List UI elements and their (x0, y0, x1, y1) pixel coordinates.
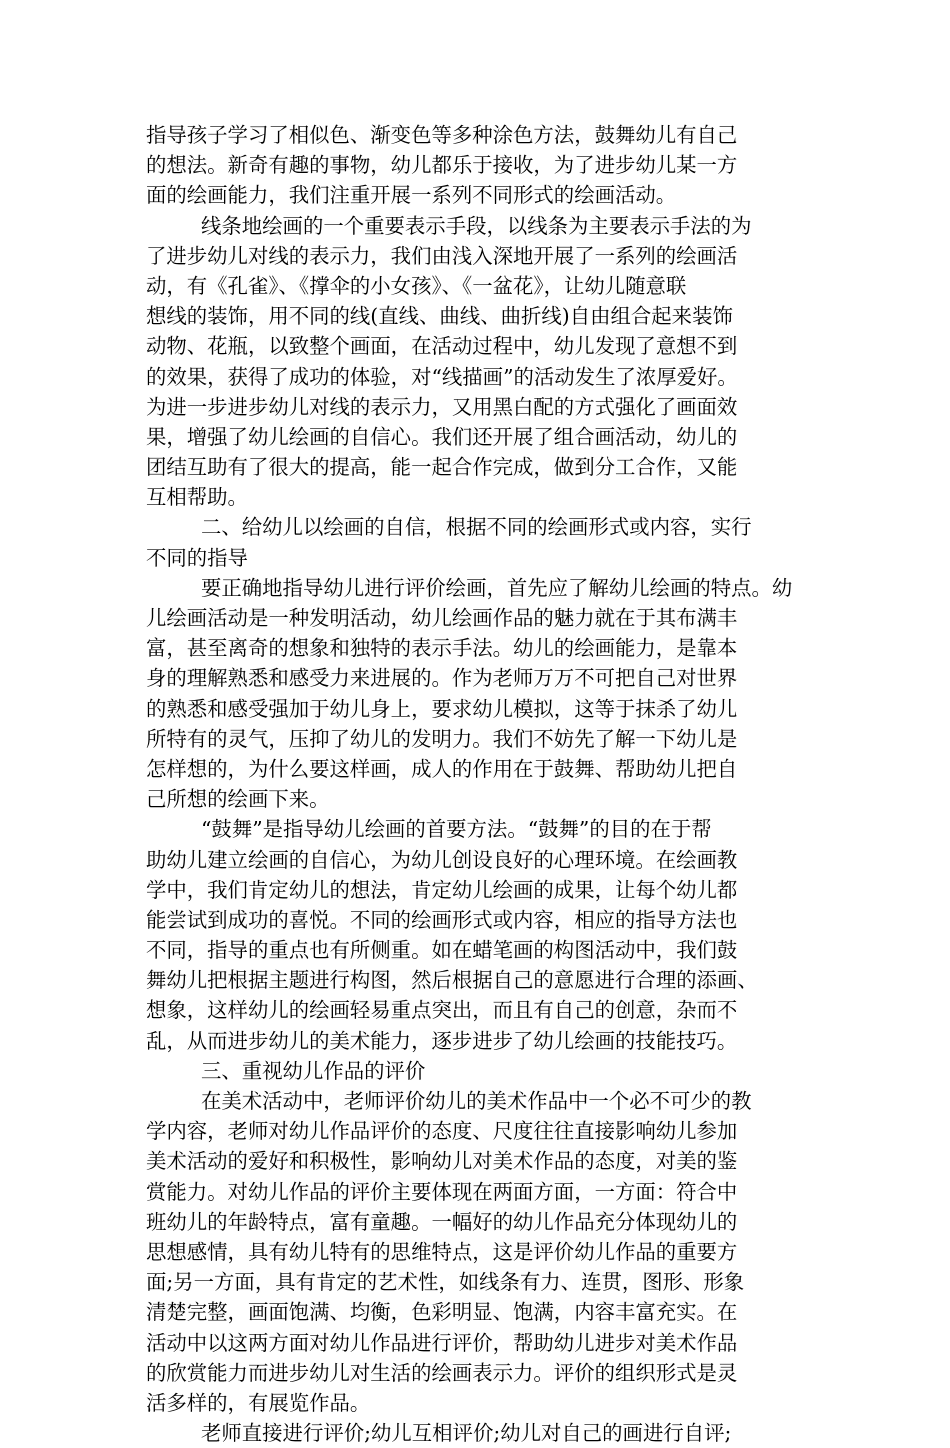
text-line: 团结互助有了很大的提高，能一起合作完成，做到分工合作，又能 (146, 455, 738, 480)
text-line: 的想法。新奇有趣的事物，幼儿都乐于接收，为了进步幼儿某一方 (146, 153, 738, 178)
text-line: 老师直接进行评价;幼儿互相评价;幼儿对自己的画进行自评; (201, 1421, 732, 1446)
text-line: 的欣赏能力而进步幼儿对生活的绘画表示力。评价的组织形式是灵 (146, 1360, 738, 1385)
text-line: 所特有的灵气，压抑了幼儿的发明力。我们不妨先了解一下幼儿是 (146, 726, 738, 751)
text-line: 动，有《孔雀》、《撑伞的小女孩》、《一盆花》，让幼儿随意联 (146, 273, 687, 298)
text-line: 能尝试到成功的喜悦。不同的绘画形式或内容，相应的指导方法也 (146, 907, 738, 932)
text-line: 想线的装饰，用不同的线(直线、曲线、曲折线)自由组合起来装饰 (146, 304, 733, 329)
text-line: 助幼儿建立绘画的自信心，为幼儿创设良好的心理环境。在绘画教 (146, 847, 738, 872)
text-line: 怎样想的，为什么要这样画，成人的作用在于鼓舞、帮助幼儿把自 (146, 756, 738, 781)
text-line: 身的理解熟悉和感受力来进展的。作为老师万万不可把自己对世界 (146, 666, 738, 691)
text-line: “鼓舞”是指导幼儿绘画的首要方法。“鼓舞”的目的在于帮 (201, 817, 712, 842)
text-line: 不同，指导的重点也有所侧重。如在蜡笔画的构图活动中，我们鼓 (146, 938, 738, 963)
text-line: 三、重视幼儿作品的评价 (201, 1058, 426, 1083)
text-line: 学内容，老师对幼儿作品评价的态度、尺度往往直接影响幼儿参加 (146, 1119, 738, 1144)
text-line: 的熟悉和感受强加于幼儿身上，要求幼儿模拟，这等于抹杀了幼儿 (146, 696, 738, 721)
text-line: 果，增强了幼儿绘画的自信心。我们还开展了组合画活动，幼儿的 (146, 424, 738, 449)
text-line: 乱，从而进步幼儿的美术能力，逐步进步了幼儿绘画的技能技巧。 (146, 1028, 738, 1053)
text-line: 动物、花瓶，以致整个画面，在活动过程中，幼儿发现了意想不到 (146, 334, 738, 359)
text-line: 想象，这样幼儿的绘画轻易重点突出，而且有自己的创意，杂而不 (146, 998, 738, 1023)
text-line: 面;另一方面，具有肯定的艺术性，如线条有力、连贯，图形、形象 (146, 1270, 745, 1295)
text-line: 己所想的绘画下来。 (146, 787, 330, 812)
text-line: 学中，我们肯定幼儿的想法，肯定幼儿绘画的成果，让每个幼儿都 (146, 877, 738, 902)
text-line: 清楚完整，画面饱满、均衡，色彩明显、饱满，内容丰富充实。在 (146, 1300, 738, 1325)
text-line: 赏能力。对幼儿作品的评价主要体现在两面方面，一方面：符合中 (146, 1179, 738, 1204)
text-line: 思想感情，具有幼儿特有的思维特点，这是评价幼儿作品的重要方 (146, 1239, 738, 1264)
document-body (146, 120, 806, 1448)
text-line: 了进步幼儿对线的表示力，我们由浅入深地开展了一系列的绘画活 (146, 243, 738, 268)
text-line: 美术活动的爱好和积极性，影响幼儿对美术作品的态度，对美的鉴 (146, 1149, 738, 1174)
text-line: 面的绘画能力，我们注重开展一系列不同形式的绘画活动。 (146, 183, 677, 208)
text-line: 在美术活动中，老师评价幼儿的美术作品中一个必不可少的教 (201, 1089, 752, 1113)
text-line: 富，甚至离奇的想象和独特的表示手法。幼儿的绘画能力，是靠本 (146, 636, 738, 661)
text-line: 舞幼儿把根据主题进行构图，然后根据自己的意愿进行合理的添画、 (146, 968, 758, 993)
text-line: 线条地绘画的一个重要表示手段，以线条为主要表示手法的为 (201, 213, 752, 238)
text-line: 二、给幼儿以绘画的自信，根据不同的绘画形式或内容，实行 (201, 515, 752, 540)
text-line: 不同的指导 (146, 545, 248, 570)
text-line: 互相帮助。 (146, 485, 248, 510)
text-line: 班幼儿的年龄特点，富有童趣。一幅好的幼儿作品充分体现幼儿的 (146, 1209, 738, 1234)
text-line: 要正确地指导幼儿进行评价绘画，首先应了解幼儿绘画的特点。幼 (201, 575, 793, 600)
text-line: 儿绘画活动是一种发明活动，幼儿绘画作品的魅力就在于其布满丰 (146, 606, 738, 630)
text-line: 活动中以这两方面对幼儿作品进行评价，帮助幼儿进步对美术作品 (146, 1330, 738, 1355)
text-line: 指导孩子学习了相似色、渐变色等多种涂色方法，鼓舞幼儿有自己 (146, 123, 738, 147)
text-line: 的效果，获得了成功的体验，对“线描画”的活动发生了浓厚爱好。 (146, 364, 738, 389)
text-line: 为进一步进步幼儿对线的表示力，又用黑白配的方式强化了画面效 (146, 394, 738, 419)
text-line: 活多样的，有展览作品。 (146, 1390, 371, 1415)
